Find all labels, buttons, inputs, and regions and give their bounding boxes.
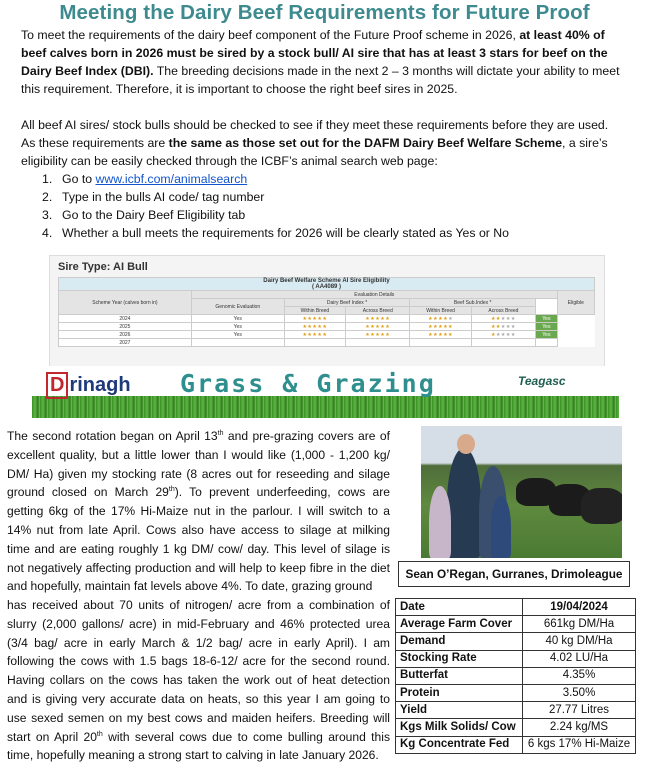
person-shape	[447, 448, 481, 558]
stat-value: 6 kgs 17% Hi-Maize	[523, 736, 636, 753]
cell-year: 2026	[59, 331, 192, 339]
person-head	[457, 434, 475, 454]
cell-stars: ★★★★★	[410, 331, 471, 339]
table-row	[59, 339, 595, 347]
cell-stars	[410, 339, 471, 347]
col-across-breed: Across Breed	[346, 307, 410, 315]
intro-text-2: The breeding decisions made in the next 2 – 3 months will dictate your ability to meet this requirement. Therefore, it is important to choose the right beef sires in 2025.	[21, 64, 620, 96]
cell-stars: ★★★★★	[471, 331, 535, 339]
cell-stars	[284, 339, 345, 347]
stat-label: Yield	[396, 702, 523, 719]
stat-label: Date	[396, 599, 523, 616]
check-bold: the same as those set out for the DAFM Dairy Beef Welfare Scheme	[168, 136, 563, 150]
list-item	[42, 224, 632, 242]
page-title: Meeting the Dairy Beef Requirements for Future Proof	[59, 1, 590, 24]
step-number: 2.	[42, 190, 53, 204]
cell-year: 2025	[59, 323, 192, 331]
cell-stars: ★★★★★	[410, 323, 471, 331]
cell-stars: ★★★★★	[410, 315, 471, 323]
stat-value: 3.50%	[523, 684, 636, 701]
step-text: Type in the bulls AI code/ tag number	[62, 190, 265, 204]
step-number: 1.	[42, 172, 53, 186]
cell-eligible: Yes	[536, 331, 558, 339]
table-row	[396, 599, 636, 616]
body-paragraph-2: has received about 70 units of nitrogen/ acre from a combination of slurry (2,000 gallons/ acre) in mid-February and 46% protected urea (3/4 bag/ acre in early March & 1/2 bag/ acre in early April). I am following the cows with 1.5 bags 18-6-12/ acre for the second round. Having collars on the cows has taken the work out of heat detection and is giving very accurate data on heats, so this year I am going to use sexed semen on my best cows and maiden heifers. Breeding will start on April 20th with several cows due to come bulling around this time, hopefully meaning a strong start to calving in late January 2026.	[7, 598, 390, 763]
stat-label: Demand	[396, 633, 523, 650]
farm-stats-table	[395, 598, 636, 754]
photo-caption: Sean O’Regan, Gurranes, Drimoleague	[398, 561, 630, 587]
cell-stars: ★★★★★	[284, 315, 345, 323]
step-text: Whether a bull meets the requirements for 2026 will be clearly stated as Yes or No	[62, 226, 510, 240]
banner-heading: Grass & Grazing	[180, 369, 436, 398]
table-row	[396, 719, 636, 736]
table-row	[396, 667, 636, 684]
cow-shape	[581, 488, 622, 524]
table-row	[396, 650, 636, 667]
table-row	[59, 323, 595, 331]
table-row	[396, 616, 636, 633]
person-shape	[491, 496, 511, 558]
col-scheme-year: Scheme Year (calves born in)	[59, 291, 192, 315]
cell-stars: ★★★★★	[471, 323, 535, 331]
step-number: 3.	[42, 208, 53, 222]
col-eval-details: Evaluation Details	[191, 291, 557, 299]
col-dbi: Dairy Beef Index *	[284, 299, 410, 307]
check-text-2: , a sire’s eligibility can be easily checked through the ICBF’s animal search web page:	[21, 136, 608, 168]
eligibility-table-title: Dairy Beef Welfare Scheme AI Sire Eligibility ( AA4089 )	[59, 278, 595, 291]
cell-genomic: Yes	[191, 315, 284, 323]
cell-eligible: Yes	[536, 315, 558, 323]
stat-value: 4.35%	[523, 667, 636, 684]
col-genomic: Genomic Evaluation	[191, 299, 284, 315]
person-shape	[429, 486, 451, 558]
icbf-eligibility-screenshot	[49, 255, 605, 367]
table-row	[396, 736, 636, 753]
list-item	[42, 170, 632, 188]
eligibility-table	[58, 277, 595, 347]
cell-stars: ★★★★★	[346, 323, 410, 331]
drinagh-logo: D rinagh	[46, 372, 132, 399]
stat-label: Butterfat	[396, 667, 523, 684]
intro-bold: at least 40% of beef calves born in 2026 must be sired by a stock bull/ AI sire that has at least 3 stars for beef on the Dairy Beef Index (DBI).	[21, 28, 608, 78]
col-within-breed: Within Breed	[410, 307, 471, 315]
check-paragraph	[21, 116, 625, 170]
table-row	[396, 702, 636, 719]
stat-label: Stocking Rate	[396, 650, 523, 667]
cell-genomic	[191, 339, 284, 347]
col-across-breed: Across Breed	[471, 307, 535, 315]
teagasc-logo: Teagasc	[518, 374, 566, 388]
list-item	[42, 206, 632, 224]
stat-value: 4.02 LU/Ha	[523, 650, 636, 667]
cell-stars: ★★★★★	[346, 315, 410, 323]
stat-label: Kgs Milk Solids/ Cow	[396, 719, 523, 736]
stat-value: 2.24 kg/MS	[523, 719, 636, 736]
cell-stars: ★★★★★	[284, 331, 345, 339]
table-row	[59, 315, 595, 323]
stat-value: 19/04/2024	[523, 599, 636, 616]
table-row	[396, 684, 636, 701]
grass-graphic	[32, 396, 619, 418]
stat-value: 661kg DM/Ha	[523, 616, 636, 633]
cell-year: 2027	[59, 339, 192, 347]
stat-label: Protein	[396, 684, 523, 701]
sire-type-label: Sire Type: AI Bull	[58, 261, 148, 273]
cell-genomic: Yes	[191, 323, 284, 331]
cell-year: 2024	[59, 315, 192, 323]
col-beef-sub: Beef Sub.Index *	[410, 299, 536, 307]
intro-paragraph	[21, 26, 625, 98]
col-within-breed: Within Breed	[284, 307, 345, 315]
table-row	[59, 331, 595, 339]
cell-stars: ★★★★★	[346, 331, 410, 339]
step-text: Go to	[62, 172, 96, 186]
farmer-family-photo	[421, 426, 622, 558]
list-item	[42, 188, 632, 206]
stat-label: Kg Concentrate Fed	[396, 736, 523, 753]
steps-list	[42, 170, 632, 242]
stat-value: 27.77 Litres	[523, 702, 636, 719]
step-text: Go to the Dairy Beef Eligibility tab	[62, 208, 246, 222]
cell-eligible	[536, 339, 558, 347]
cell-eligible: Yes	[536, 323, 558, 331]
col-eligible: Eligible	[557, 291, 594, 315]
cell-stars: ★★★★★	[471, 315, 535, 323]
grass-grazing-banner	[32, 366, 619, 418]
body-paragraph-1: The second rotation began on April 13th and pre-grazing covers are of excellent quality, but a little lower than I would like (1,000 - 1,200 kg/ DM/ Ha) given my stocking rate (8 acres out for reseeding and silage ground closed on March 29th). To prevent underfeeding, cows are getting 6kg of the 17% Hi-Maize nut in the parlour. I will switch to a 14% nut from late April. Cows also have access to silage at milking time and are eating roughly 1 kg DM/ cow/ day. This level of silage is not negatively affecting production and will help to keep fibre in the diet and hopefully, maintain fat levels above 4%. To date, grazing ground	[7, 429, 390, 594]
cell-stars	[471, 339, 535, 347]
cell-genomic: Yes	[191, 331, 284, 339]
stat-value: 40 kg DM/Ha	[523, 633, 636, 650]
intro-text-1: To meet the requirements of the dairy beef component of the Future Proof scheme in 2026,	[21, 28, 520, 42]
table-row	[396, 633, 636, 650]
cell-stars: ★★★★★	[284, 323, 345, 331]
icbf-animalsearch-link[interactable]: www.icbf.com/animalsearch	[95, 172, 248, 186]
stat-label: Average Farm Cover	[396, 616, 523, 633]
cell-stars	[346, 339, 410, 347]
step-number: 4.	[42, 226, 53, 240]
check-text-1: All beef AI sires/ stock bulls should be checked to see if they meet these requirements before they are used. As these requirements are	[21, 118, 609, 150]
